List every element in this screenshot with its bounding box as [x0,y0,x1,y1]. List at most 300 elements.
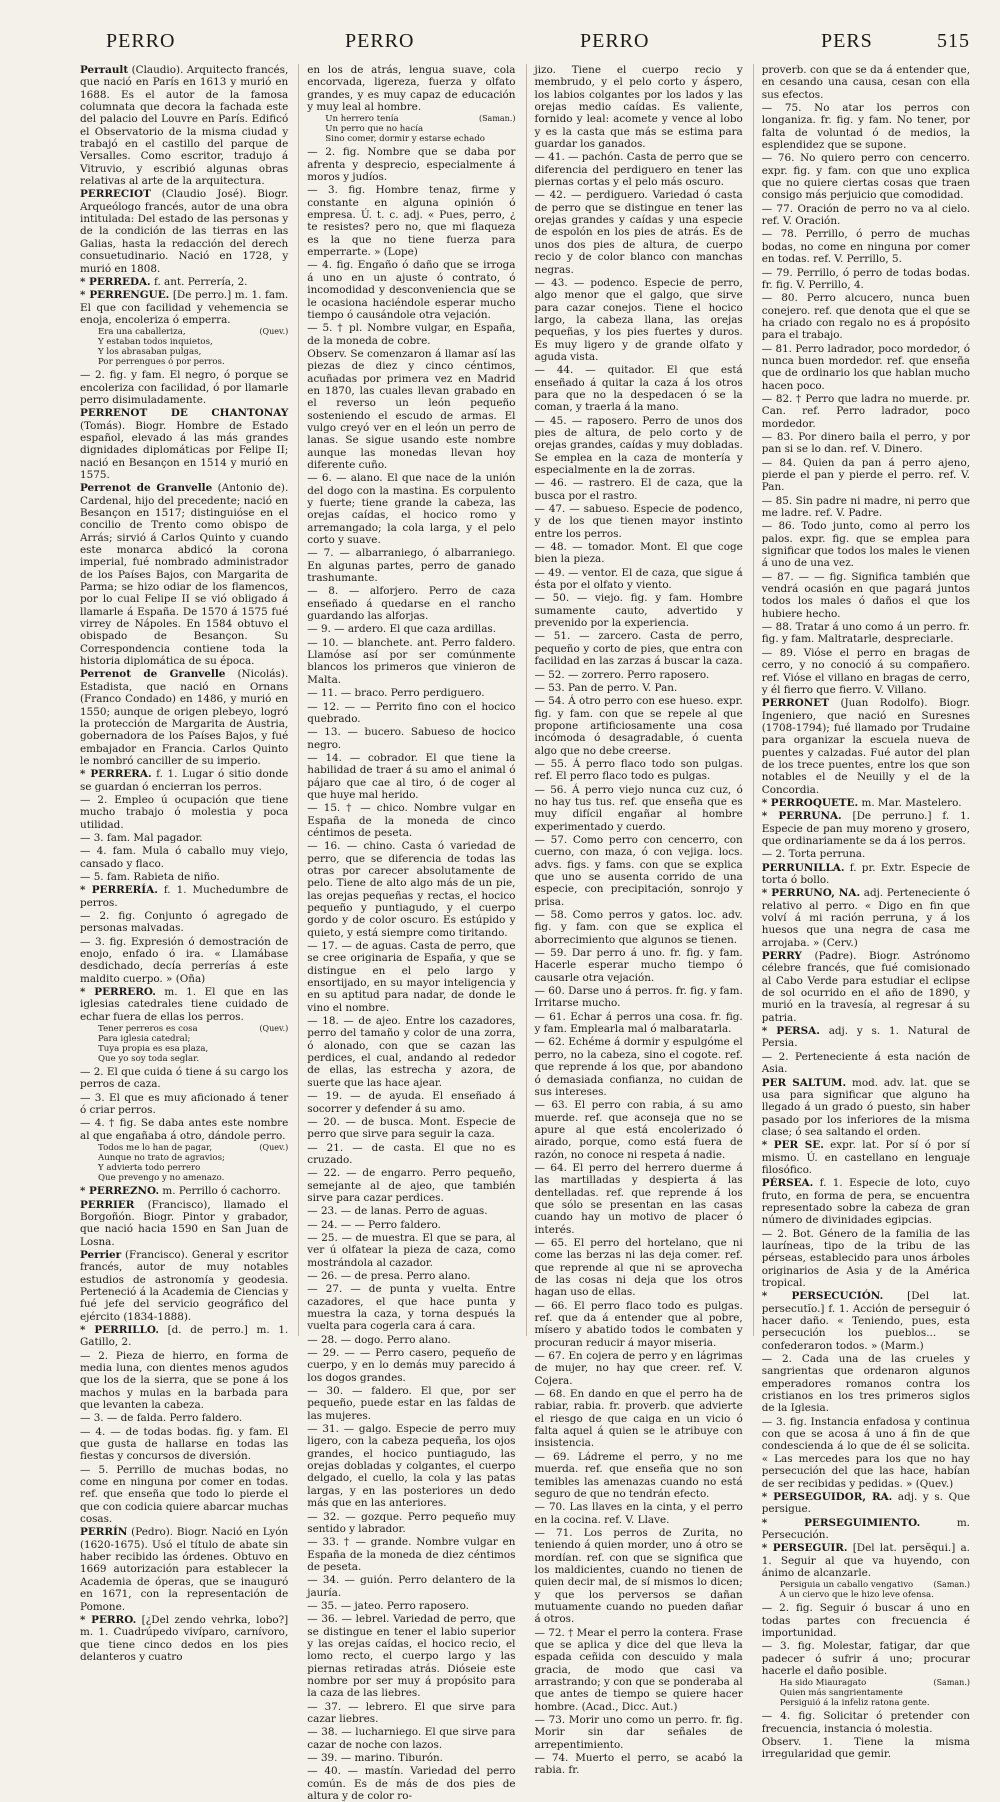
dictionary-entry [307,1600,515,1612]
entry-definition: — 38. — lucharniego. El que sirve para cazar de noche con lazos. [307,1726,516,1751]
dictionary-entry [762,292,970,341]
entry-definition: — 3. fig. Instancia enfadosa y continua con que se acosa á uno á fin de que condescienda á lo que de él se solicita. « Las mercedes para los que no hay persecución del que las hace, habían de ser recibidas y pedidas. » (Quev.) [761,1415,970,1490]
entry-definition: — 79. Perrillo, ó perro de todas bodas. fr. fig. V. Perrillo, 4. [761,266,970,291]
dictionary-entry [762,1736,970,1761]
dictionary-entry [307,348,515,471]
entry-definition: — 4. † fig. Se daba antes este nombre al que engañaba á otro, dándole perro. [80,1117,289,1142]
verse-source: (Saman.) [933,1580,970,1590]
dictionary-entry [535,1388,743,1450]
entry-definition: — 51. — zarcero. Casta de perro, pequeño y corto de pies, que entra con facilidad en las zarzas á buscar la caza. [534,630,743,668]
dictionary-entry [80,768,288,793]
verse-quote: (Saman.) Ha sido Miauragato Quien más sangrientamente Persiguió á la infeliz ratona gente. [779,1678,970,1709]
entry-definition: — 85. Sin padre ni madre, ni perro que me ladre. ref. V. Padre. [761,494,970,520]
entry-definition: — 4. fig. Solicitar ó pretender con frecuencia, instancia ó molestia. [761,1710,970,1735]
entry-definition: (Claudio José). Biogr. Arqueólogo francés, autor de una obra intitulada: Del estado de las personas y de la condición de las tierras en las Galias, hasta la redacción del derech consuetudinario. Nació en 1728, y murió en 1808. [80,188,289,275]
entry-definition: — 8. — alforjero. Perro de caza enseñado á quedarse en el rancho guardando las alforjas. [307,585,516,623]
dictionary-entry [80,986,288,1023]
dictionary-entry [535,1627,743,1713]
dictionary-entry [307,1270,515,1282]
dictionary-entry [307,701,515,726]
dictionary-entry [762,152,970,201]
dictionary-entry [762,647,970,696]
dictionary-entry [535,1036,743,1098]
entry-definition: — 4. fig. Engaño ó daño que se irroga á uno en un ajuste ó contrato, ó incomodidad y desconveniencia que se le ocasiona haciéndole esperar mucho tiempo ó causándole otra vejación. [307,259,516,321]
entry-definition: — 82. † Perro que ladra no muerde. pr. Can. ref. Perro ladrador, poco mordedor. [761,392,970,430]
entry-headword: * PERRERÍA. [80,884,158,897]
entry-definition: — 27. — de punta y vuelta. Entre cazadores, el que hace punta y muestra la caza, y torna después la vuelta para cogerla cara á cara. [307,1283,516,1333]
entry-definition: — 4. fam. Mula ó caballo muy viejo, cansado y flaco. [80,845,289,870]
dictionary-entry [80,1614,288,1663]
entry-definition: — 49. — ventor. El de caza, que sigue á ésta por el olfato y viento. [534,566,743,592]
dictionary-entry [80,276,288,288]
entry-definition: — 37. — lebrero. El que sirve para cazar liebres. [307,1700,516,1725]
entry-headword: PERRENOT DE CHANTONAY [80,407,289,420]
entry-definition: — 52. — zorrero. Perro raposero. [534,668,710,681]
dictionary-entry [307,259,515,321]
entry-definition: — 50. — viejo. fig. y fam. Hombre sumamente cauto, advertido y prevenido por la experiencia. [534,592,743,630]
dictionary-entry [535,567,743,592]
entry-definition: — 42. — perdiguero. Variedad ó casta de perro que se distingue en tener las orejas grandes y caídas y una especie de espolón en los pies de atrás. Es de unos dos pies de altura, de cuerpo recio y de color blanco con manchas negras. [534,189,743,276]
verse-source: (Quev.) [259,327,289,337]
verse-quote: (Saman.) Persiguia un caballo vengativo Á un ciervo que le hizo leve ofensa. [779,1580,970,1601]
entry-definition: — 32. — gozque. Perro pequeño muy sentido y labrador. [307,1510,516,1535]
dictionary-entry [307,1347,515,1384]
dictionary-entry [762,431,970,456]
entry-definition: — 68. En dando en que el perro ha de rabiar, rabia. fr. proverb. que advierte el riesgo de que caiga en un vicio ó falta aquel á quien se le atribuye con insistencia. [534,1388,743,1450]
dictionary-entry [80,1464,288,1526]
entry-definition: [De perruno.] f. 1. Especie de pan muy moreno y grosero, que ordinariamente se da á los perros. [761,810,970,847]
dictionary-entry [80,369,288,406]
dictionary-entry [762,64,970,101]
entry-definition: adj. y s. Que persigue. [761,1490,970,1516]
entry-definition: — 55. Á perro flaco todo son pulgas. ref. El perro flaco todo es pulgas. [534,757,743,783]
entry-definition: — 11. — braco. Perro perdiguero. [307,687,485,700]
entry-definition: (Pedro). Biogr. Nació en Lyón (1620-1675). Usó el título de abate sin haber recibido las órdenes. Obtuvo en 1669 autorización para establecer la Academia de óperas, que se inauguró en 1671, con la representación de Pomone. [80,1526,289,1613]
entry-headword: PERRY [761,950,802,963]
entry-headword: * PERRO. [80,1613,137,1626]
entry-headword: Perrenot de Granvelle [80,482,213,495]
dictionary-entry [762,1228,970,1290]
entry-headword: PERRÍN [80,1526,128,1539]
dictionary-entry [762,950,970,1024]
entry-headword: PER SALTUM. [761,1076,847,1089]
entry-definition: proverb. con que se da á entender que, en cesando una causa, cesan con ella sus efectos. [761,64,970,101]
dictionary-entry [80,1324,288,1349]
dictionary-entry [80,845,288,870]
entry-definition: — 2. fig. Conjunto ó agregado de personas malvadas. [80,910,289,935]
entry-definition: — 74. Muerto el perro, se acabó la rabia. fr. [534,1752,743,1777]
entry-definition: f. 1. Muchedumbre de perros. [80,884,289,909]
entry-headword: * PERRERA. [80,768,152,781]
entry-definition: — 69. Ládreme el perro, y no me muerda. ref. que enseña que no son temibles las amenazas cuando no está seguro de que no tendrán efecto. [534,1450,743,1500]
entry-headword: * PERROQUETE. [761,796,859,809]
dictionary-entry [80,936,288,985]
entry-headword: * PER SE. [761,1139,824,1152]
dictionary-entry [80,1526,288,1612]
entry-definition: m. Mar. Mastelero. [858,796,962,809]
entry-headword: PERRONET [761,697,829,710]
entry-headword: PERRIER [80,1198,135,1211]
dictionary-entry [80,188,288,274]
entry-definition: — 13. — bucero. Sabueso de hocico negro. [307,726,516,751]
entry-definition: — 75. No atar los perros con longaniza. fr. fig. y fam. No tener, por falta de voluntad ó de medios, la esplendidez que se supone. [761,102,970,152]
entry-definition: — 46. — rastrero. El de caza, que la busca por el rastro. [534,477,743,502]
dictionary-entry [535,985,743,1010]
dictionary-entry [535,682,743,694]
entry-definition: — 25. — de muestra. El que se para, al ver ú olfatear la pieza de caza, como mostrándola al cazador. [307,1231,516,1269]
running-head-4: PERS [821,30,873,52]
dictionary-entry [80,1350,288,1412]
dictionary-entry [307,1726,515,1751]
entry-definition: (Antonio de). Cardenal, hijo del precedente; nació en Besançon en 1517; distinguióse en el concilio de Trento como obispo de Arrás; sirvió á Carlos Quinto y cuando este monarca abdicó la corona imperial, fué nombrado administrador de los Países Bajos, con Margarita de Parma; se hizo odiar de los flamencos, por lo cual Felipe II se vió obligado á llamarle á España. De 1570 á 1575 fué virrey de Nápoles. En 1584 obtuvo el obispado de Besançon. Su Correspondencia contiene toda la historia diplomática de su época. [80,482,289,668]
entry-definition: — 2. fig. Seguir ó buscar á uno en todas partes con frecuencia é importunidad. [761,1602,970,1639]
entry-headword: * PERRERO. [80,986,156,999]
entry-definition: adj. Perteneciente ó relativo al perro. « Digo en fin que volví á mi ración perruna, y á los huesos que una negra de casa me arrojaba. » (Cerv.) [761,887,971,949]
entry-definition: — 76. No quiero perro con cencerro. expr. fig. y fam. con que uno explica que no quiere ciertas cosas que traen consigo más perjuicio que comodidad. [761,152,970,202]
dictionary-entry [762,797,970,809]
entry-definition: — 3. fam. Mal pagador. [80,831,203,844]
dictionary-entry [80,1249,288,1323]
dictionary-entry [762,1542,970,1579]
entry-headword: * PERREDA. [80,275,151,288]
entry-definition: — 2. Cada una de las crueles y sangrientas que ordenaron algunos emperadores romanos contra los cristianos en los tres primeros siglos de la Iglesia. [761,1353,970,1415]
dictionary-entry [307,1613,515,1699]
dictionary-entry [762,1491,970,1516]
entry-definition: (Nicolás). Estadista, que nació en Ornans (Franco Condado) en 1486, y murió en 1550; aunque de origen plebeyo, logró la protección de Margarita de Austria, gobernadora de los Países Bajos, y fué embajador en Francia. Carlos Quinto le nombró canciller de su imperio. [80,668,289,767]
entry-headword: Perrier [80,1248,122,1261]
verse-quote: (Quev.) Era una caballeriza, Y estaban todos inquietos, Y los abrasaban pulgas, Por perrengues ó por perros. [98,327,289,368]
page-header [80,30,970,58]
entry-definition: — 63. El perro con rabia, á su amo muerde. ref. que aconseja que no se apure al que está encolerizado ó airado, porque, como está fuera de razón, no conoce ni respeta á nadie. [534,1099,743,1161]
dictionary-entry [307,547,515,584]
entry-definition: — 4. — de todas bodas. fig. y fam. El que gusta de hallarse en todas las fiestas y concursos de diversión. [80,1425,289,1463]
dictionary-entry [762,203,970,228]
column-2 [298,64,516,1802]
dictionary-entry [762,862,970,887]
dictionary-entry [307,1701,515,1726]
dictionary-entry [307,472,515,546]
entry-definition: — 83. Por dinero baila el perro, y por pan si se lo dan. ref. V. Dinero. [761,430,970,456]
entry-definition: — 62. Echéme á dormir y espulgóme el perro, no la cabeza, sino el cogote. ref. que reprende á los que, por abandono ó demasiada confianza, no cuidan de sus intereses. [534,1036,743,1098]
entry-definition: — 84. Quien da pan á perro ajeno, pierde el pan y pierde el perro. ref. V. Pan. [761,456,970,494]
entry-definition: — 36. — lebrel. Variedad de perro, que se distingue en tener el labio superior y las orejas caídas, el hocico recio, el lomo recto, el cuerpo largo y las piernas retiradas atrás. Dióseie este nombre por ser muy á propósito para la caza de las liebres. [307,1613,516,1700]
entry-definition: — 26. — de presa. Perro alano. [307,1269,471,1282]
entry-definition: — 70. Las llaves en la cinta, y el perro en la cocina. ref. V. Llave. [534,1501,743,1526]
dictionary-entry [535,189,743,275]
entry-definition: — 5. fam. Rabieta de niño. [80,870,220,883]
entry-definition: — 89. Vióse el perro en bragas de cerro, y no conoció á su compañero. ref. Vióse el villano en bragas de cerro, y él fierro que fierro. V. Villano. [761,646,970,696]
dictionary-entry [762,1077,970,1139]
entry-definition: — 58. Como perros y gatos. loc. adv. fig. y fam. con que se explica el aborrecimiento que algunos se tienen. [534,909,743,946]
entry-definition: — 78. Perrillo, ó perro de muchas bodas, no come en ninguna por comer en todas. ref. V. Perrillo, 5. [761,228,970,266]
entry-definition: — 59. Dar perro á uno. fr. fig. y fam. Hacerle esperar mucho tiempo ó causarle otra vejación. [534,947,743,984]
dictionary-entry [762,343,970,392]
entry-definition: — 2. fig. y fam. El negro, ó porque se encoleriza con facilidad, ó por llamarle perro disimuladamente. [80,369,289,406]
dictionary-entry [535,1162,743,1236]
dictionary-entry [535,1527,743,1626]
entry-definition: — 2. Torta perruna. [761,848,866,861]
entry-headword: * PERREZNO. [80,1185,160,1198]
dictionary-entry [80,64,288,187]
dictionary-entry [80,884,288,909]
entry-headword: Perrenot de Granvelle [80,668,226,681]
dictionary-entry [80,1092,288,1117]
dictionary-entry [762,457,970,494]
dictionary-entry [535,1350,743,1387]
entry-definition: [d. de perro.] m. 1. Gatillo, 2. [80,1323,289,1349]
dictionary-entry [80,1426,288,1463]
entry-definition: Observ. Se comenzaron á llamar así las piezas de diez y cinco céntimos, acuñadas por primera vez en Madrid en 1870, las cuales llevan grabado en el reverso un león pequeño sosteniendo el escudo de armas. El vulgo creyó ver en el león un perro de lanas. Se sigue usando este nombre aunque las monedas llevan hoy diferente cuño. [307,347,516,471]
dictionary-entry [307,1090,515,1115]
dictionary-entry [762,1710,970,1735]
dictionary-entry [307,1385,515,1422]
entry-definition: — 64. El perro del herrero duerme á las martilladas y despierta á las dentelladas. ref. que reprende á los que sólo se presentan en las casas cuando hay un motivo de placer ó interés. [534,1161,743,1236]
dictionary-entry [762,1139,970,1176]
dictionary-entry [535,834,743,908]
column-4 [753,64,971,1761]
dictionary-entry [80,1066,288,1091]
entry-definition: m. Perrillo ó cachorro. [159,1185,281,1198]
entry-definition: — 87. — — fig. Significa también que vendrá ocasión en que pagará juntos todos los males ó daños el que los hubiere hecho. [761,570,970,620]
entry-definition: — 71. Los perros de Zurita, no teniendo á quien morder, uno á otro se mordían. ref. con que se significa que los maldicientes, cuando no tienen de quien decir mal, de sí mismos lo dicen; y que los perversos se dañan mutuamente cuando no pueden dañar á otros. [534,1526,743,1626]
dictionary-entry [80,832,288,844]
entry-definition: — 77. Oración de perro no va al cielo. ref. V. Oración. [761,202,970,228]
entry-definition: — 23. — de lanas. Perro de aguas. [307,1205,488,1218]
entry-definition: — 29. — — Perro casero, pequeño de cuerpo, y en lo demás muy parecido á los dogos grandes. [307,1347,516,1384]
entry-definition: — 21. — de casta. El que no es cruzado. [307,1141,516,1166]
dictionary-entry [535,1752,743,1777]
entry-definition: — 3. fig. Expresión ó demostración de enojo, enfado ó ira. « Llamábase desdichado, decía perrerías á este maldito cuerpo. » (Oña) [80,935,289,985]
entry-definition: — 28. — dogo. Perro alano. [307,1333,451,1346]
entry-definition: — 33. † — grande. Nombre vulgar en España de la moneda de diez céntimos de peseta. [307,1536,516,1573]
dictionary-entry [762,228,970,265]
dictionary-entry [535,784,743,833]
dictionary-entry [535,1300,743,1349]
verse-source: (Saman.) [933,1678,970,1688]
dictionary-entry [307,146,515,183]
entry-headword: * PERSEGUIDOR, RA. [761,1490,893,1503]
dictionary-entry [307,1334,515,1346]
entry-definition: — 22. — de engarro. Perro pequeño, semejante al de ajeo, que también sirve para cazar perdices. [307,1167,516,1204]
entry-definition: — 81. Perro ladrador, poco mordedor, ó nunca buen mordedor. ref. que enseña que de ordinario los que hablan mucho hacen poco. [761,342,970,392]
dictionary-entry [762,520,970,569]
dictionary-entry [307,726,515,751]
entry-definition: [Del lat. persecutĭo.] f. 1. Acción de perseguir ó hacer daño. « Teniendo, pues, esta persecución los pueblos... se confederaron todos. » (Marm.) [761,1290,970,1352]
dictionary-entry [307,585,515,622]
entry-definition: — 30. — faldero. El que, por ser pequeño, puede estar en las faldas de las mujeres. [307,1385,516,1422]
dictionary-entry [80,482,288,667]
dictionary-entry [535,64,743,150]
entry-definition: — 53. Pan de perro. V. Pan. [534,681,678,694]
entry-definition: — 3. fig. Molestar, fatigar, dar que padecer ó sufrir á uno; procurar hacerle el daño posible. [761,1640,970,1677]
entry-definition: — 17. — de aguas. Casta de perro, que se cree originaria de España, y que se distingue en el pelo largo y ensortijado, en su mayor inteligencia y en su aptitud para nadar, de donde le vino el nombre. [307,940,516,1014]
dictionary-entry [80,871,288,883]
entry-definition: — 39. — marino. Tiburón. [307,1752,443,1765]
entry-definition: — 3. fig. Hombre tenaz, firme y constante en alguna opinión ó empresa. Ú. t. c. adj. « Pues, perro, ¿ te resistes? pero no, que mi flaqueza es la que no tiene fuerza para emperrarte. » (Lope) [307,184,516,259]
verse-source: (Quev.) [259,1024,289,1034]
dictionary-entry [307,940,515,1014]
entry-definition: m. 1. El que en las iglesias catedrales tiene cuidado de echar fuera de ellas los perros. [80,986,289,1023]
entry-definition: — 15. † — chico. Nombre vulgar en España de la moneda de cinco céntimos de peseta. [307,802,516,839]
dictionary-entry [762,267,970,292]
verse-source: (Quev.) [259,1143,289,1153]
entry-definition: — 57. Como perro con cencerro, con cuerno, con maza, ó con vejiga. locs. advs. figs. y fams. con que se explica que uno se ausenta corrido de una especie, con precipitación, sonrojo y prisa. [534,833,743,908]
dictionary-entry [80,668,288,767]
dictionary-entry [307,1765,515,1802]
dictionary-entry [307,1752,515,1764]
dictionary-entry [762,495,970,520]
page-number: 515 [937,30,970,52]
dictionary-entry [307,1283,515,1332]
entry-definition: — 2. El que cuida ó tiene á su cargo los perros de caza. [80,1066,289,1091]
dictionary-entry [80,1199,288,1248]
dictionary-entry [307,687,515,699]
dictionary-entry [535,151,743,188]
column-3 [526,64,743,1777]
entry-headword: * PERRUNA. [761,810,842,823]
entry-definition: (Juan Rodolfo). Biogr. Ingeniero, que nació en Suresnes (1708-1794); fué llamado por Trudaine para organizar la escuela nueva de puentes y calzadas. Fué autor del plan de los trece puentes, entre los que son notables el de Neuilly y el de la Concordia. [761,697,970,796]
entry-definition: [De perro.] m. 1. fam. El que con facilidad y vehemencia se enoja, encoleriza ó emperra. [80,289,289,326]
entry-definition: jizo. Tiene el cuerpo recio y membrudo, y el pelo corto y áspero, los labios colgantes por los lados y las orejas medio caídas. Es valiente, fornido y leal: acomete y vence al lobo y es la casta que más se estima para guardar los ganados. [534,64,743,151]
entry-headword: * PERRENGUE. [80,289,170,302]
entry-definition: — 16. — chino. Casta ó variedad de perro, que se diferencia de todas las otras por carecer absolutamente de pelo. Tiene de alto algo más de un pie, las orejas pequeñas y rectas, el hocico pequeño y puntiagudo, y el cuerpo gordo y de color oscuro. Es estúpido y quieto, y está siempre como tiritando. [307,840,516,939]
entry-definition: — 56. Á perro viejo nunca cuz cuz, ó no hay tus tus. ref. que enseña que es muy difícil engañar al hombre experimentado y cuerdo. [534,783,743,833]
running-head-3: PERRO [580,30,650,52]
entry-definition: (Tomás). Biogr. Hombre de Estado español, elevado á las más grandes dignidades diplomáticas por Felipe II; nació en Besançon en 1514 y murió en 1575. [80,419,289,481]
entry-definition: — 24. — — Perro faldero. [307,1218,441,1231]
dictionary-entry [307,1232,515,1269]
entry-definition: — 10. — blanchete. ant. Perro faldero. Llamóse así por ser comúnmente blancos los primeros que vinieron de Malta. [307,636,516,686]
dictionary-entry [80,794,288,831]
dictionary-entry [80,1185,288,1197]
entry-definition: — 2. Perteneciente á esta nación de Asia. [761,1050,970,1076]
entry-definition: (Francisco). General y escritor francés, autor de muy notables estudios de astronomía y geodesia. Perteneció á la Academia de Ciencias y fué jefe del servicio geográfico del ejército (1834-1888). [80,1248,289,1323]
entry-definition: — 65. El perro del hortelano, que ni come las berzas ni las deja comer. ref. que reprende al que ni se aprovecha de las cosas ni deja que los otros hagan uso de ellas. [534,1236,743,1299]
entry-definition: — 20. — de busca. Mont. Especie de perro que sirve para seguir la caza. [307,1115,516,1141]
entry-definition: — 31. — galgo. Especie de perro muy ligero, con la cabeza pequeña, los ojos grandes, el hocico puntiagudo, las orejas dobladas y colgantes, el cuerpo delgado, el cuello, la cola y las patas largas, y en las posteriores un dedo más que en las anteriores. [307,1423,516,1510]
entry-definition: — 80. Perro alcucero, nunca buen conejero. ref. que denota que el que se ha criado con regalo no es á propósito para el trabajo. [761,292,970,342]
entry-definition: — 48. — tomador. Mont. El que coge bien la pieza. [534,541,743,566]
entry-definition: — 35. — jateo. Perro raposero. [307,1599,469,1612]
dictionary-entry [535,541,743,566]
entry-definition: — 3. El que es muy aficionado á tener ó criar perros. [80,1091,289,1117]
dictionary-entry [80,1412,288,1424]
dictionary-entry [762,1290,970,1352]
entry-definition: — 61. Echar á perros una cosa. fr. fig. y fam. Emplearla mal ó malbaratarla. [534,1010,743,1036]
dictionary-entry [307,1536,515,1573]
dictionary-entry [762,1051,970,1076]
dictionary-entry [535,477,743,502]
entry-definition: — 47. — sabueso. Especie de podenco, y de los que tienen mayor instinto entre los perros. [534,503,743,540]
dictionary-entry [762,393,970,430]
entry-definition: — 6. — alano. El que nace de la unión del dogo con la mastina. Es corpulento y fuerte; tiene grande la cabeza, las orejas caídas, el hocico romo y arremangado; la cola larga, y el pelo corto y suave. [307,472,516,547]
dictionary-entry [535,669,743,681]
entry-headword: PERRECIOT [80,188,151,201]
verse-quote: (Quev.) Todos me lo han de pagar, Aunque no trato de agravios; Y advierta todo perrero Que prevengo y no amenazo. [98,1143,289,1184]
dictionary-entry [535,1237,743,1299]
dictionary-entry [762,1416,970,1490]
entry-definition: adj. y s. 1. Natural de Persia. [761,1025,970,1050]
dictionary-entry [762,697,970,796]
dictionary-entry [762,1353,970,1415]
entry-definition: — 9. — ardero. El que caza ardillas. [307,623,497,636]
dictionary-entry [535,947,743,984]
dictionary-entry [535,909,743,946]
entry-definition: — 18. — de ajeo. Entre los cazadores, perro del tamaño y color de una zorra, ó alonado, con que se cazan las perdices, el cual, andando al rededor de ellas, las estrecha y azora, de suerte que las hace ajear. [307,1015,516,1089]
dictionary-entry [307,637,515,686]
dictionary-entry [307,802,515,839]
entry-definition: f. pr. Extr. Especie de torta ó bollo. [761,861,970,886]
dictionary-entry [307,1167,515,1204]
dictionary-entry [307,623,515,635]
entry-headword: * PERSEGUIMIENTO. [761,1516,921,1529]
entry-definition: — 73. Morir uno como un perro. fr. fig. Morir sin dar señales de arrepentimiento. [534,1714,743,1751]
dictionary-entry [307,840,515,939]
dictionary-entry [307,1511,515,1536]
verse-source: (Saman.) [478,114,516,124]
dictionary-entry [307,184,515,258]
dictionary-entry [307,322,515,347]
dictionary-entry [535,592,743,629]
entry-definition: — 44. — quitador. El que está enseñado á quitar la caza á los otros para que no la despedacen ó se la coman, y traerla á la mano. [534,364,743,414]
dictionary-entry [762,571,970,620]
dictionary-entry [535,630,743,667]
entry-definition: — 2. fig. Nombre que se daba por afrenta y desprecio, especialmente á moros y judíos. [307,146,516,184]
entry-definition: en los de atrás, lengua suave, cola encorvada, ligereza, fuerza y olfato grandes, y es muy capaz de educación y muy leal al hombre. [307,64,516,114]
entry-definition: — 7. — albarraniego, ó albarraniego. En algunas partes, perro de ganado trashumante. [307,547,516,585]
dictionary-entry [762,1177,970,1226]
dictionary-entry [80,289,288,326]
entry-definition: — 67. En cojera de perro y en lágrimas de mujer, no hay que creer. ref. V. Cojera. [534,1350,743,1387]
dictionary-entry [535,503,743,540]
entry-headword: * PERSA. [761,1025,820,1038]
entry-definition: — 19. — de ayuda. El enseñado á socorrer y defender á su amo. [307,1090,516,1115]
entry-definition: — 34. — guión. Perro delantero de la jauría. [307,1574,516,1599]
entry-definition: Observ. 1. Tiene la misma irregularidad que gemir. [761,1736,970,1761]
entry-definition: — 12. — — Perrito fino con el hocico quebrado. [307,700,516,725]
dictionary-entry [762,1025,970,1050]
entry-definition: mod. adv. lat. que se usa para significar que alguno ha llegado á un grado ó puesto, sin haber pasado por los inferiores de la misma clase; ó sea saltando el orden. [761,1076,970,1138]
entry-definition: (Francisco), llamado el Borgoñón. Biogr. Pintor y grabador, que nació hacia 1590 en San Juan de Losna. [80,1198,289,1248]
entry-definition: f. ant. Perrería, 2. [150,275,248,288]
dictionary-entry [307,1219,515,1231]
dictionary-entry [535,695,743,757]
entry-headword: * PERSEGUIR. [761,1542,848,1555]
dictionary-entry [762,887,970,949]
entry-definition: — 41. — pachón. Casta de perro que se diferencia del perdiguero en tener las piernas cortas y el pelo más oscuro. [534,151,743,189]
entry-definition: — 5. Perrillo de muchas bodas, no come en ninguna por comer en todas. ref. que enseña que todo lo pierde el que con codicia quiere abarcar muchas cosas. [80,1463,289,1526]
dictionary-entry [307,1015,515,1089]
text-columns [80,64,971,1802]
entry-definition: — 43. — podenco. Especie de perro, algo menor que el galgo, que sirve para cazar conejos. Tiene el hocico largo, la cabeza llana, las orejas pequeñas, y los pies fuertes y duros. Es muy ligero y de grande olfato y aguda vista. [534,276,743,363]
dictionary-entry [762,621,970,646]
dictionary-entry [307,64,515,113]
dictionary-entry [762,1602,970,1639]
dictionary-entry [535,1451,743,1500]
entry-definition: — 2. Empleo ú ocupación que tiene mucho trabajo ó molestia y poca utilidad. [80,793,289,831]
dictionary-entry [80,407,288,481]
dictionary-entry [80,1117,288,1142]
entry-definition: — 45. — raposero. Perro de unos dos pies de altura, de pelo corto y de orejas grandes, caídas y muy dobladas. Se emplea en la caza de montería y especialmente en la de zorras. [534,414,743,476]
entry-definition: (Padre). Biogr. Astrónomo célebre francés, que fué comisionado al Cabo Verde para estudiar el eclipse de sol ocurrido en el año de 1890, y murió en la travesía, al regresar á su patria. [761,950,970,1024]
dictionary-entry [307,1116,515,1141]
dictionary-entry [307,1205,515,1217]
entry-definition: — 14. — cobrador. El que tiene la habilidad de traer á su amo el animal ó pájaro que cae al tiro, ó de coger al que huye mal herido. [307,751,516,801]
entry-definition: m. Persecución. [761,1516,970,1541]
entry-headword: * PERSECUCIÓN. [761,1290,884,1303]
dictionary-entry [80,910,288,935]
dictionary-entry [307,1574,515,1599]
